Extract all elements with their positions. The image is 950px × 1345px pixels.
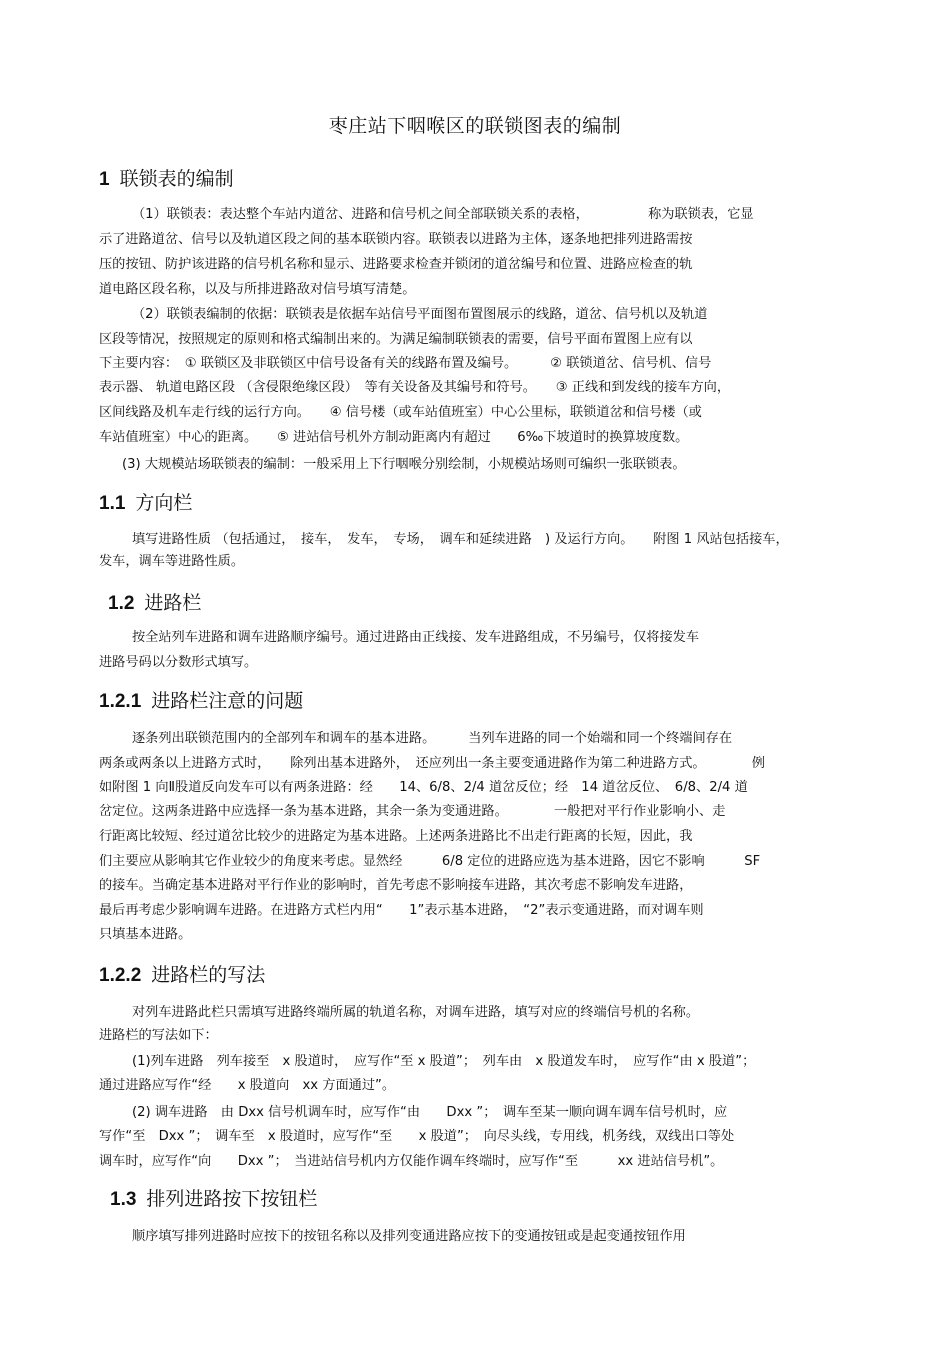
paragraph-line: （2）联锁表编制的依据：联锁表是依据车站信号平面图布置图展示的线路，道岔、信号机以及轨道 [132, 307, 708, 322]
section-number: 1.2.2 [99, 965, 142, 986]
paragraph-line: (3) 大规模站场联锁表的编制：一般采用上下行咽喉分别绘制，小规模站场则可编织一张联锁表。 [122, 457, 686, 472]
paragraph-line: 车站值班室）中心的距离。 ⑤ 进站信号机外方制动距离内有超过 6‰下坡道时的换算坡度数。 [99, 430, 689, 445]
paragraph-line: (1)列车进路 列车接至 x 股道时， 应写作“至 x 股道”； 列车由 x 股道发车时， 应写作“由 x 股道”； [132, 1054, 756, 1069]
section-title: 进路栏的写法 [151, 964, 266, 986]
section-title: 进路栏注意的问题 [151, 690, 304, 712]
paragraph-line: 示了进路道岔、信号以及轨道区段之间的基本联锁内容。联锁表以进路为主体，逐条地把排列进路需按 [99, 232, 693, 247]
section-number: 1.2 [108, 593, 135, 614]
document-title: 枣庄站下咽喉区的联锁图表的编制 [328, 115, 622, 137]
section-number: 1.3 [110, 1189, 137, 1210]
paragraph-line: 们主要应从影响其它作业较少的角度来考虑。显然经 6/8 定位的进路应选为基本进路，因它不影响 SF [99, 854, 761, 869]
section-number: 1.2.1 [99, 691, 142, 712]
paragraph-line: 逐条列出联锁范围内的全部列车和调车的基本进路。 当列车进路的同一个始端和同一个终端间存在 [132, 731, 733, 746]
section-heading-1 [99, 166, 234, 193]
paragraph-line: (2) 调车进路 由 Dxx 信号机调车时，应写作“由 Dxx ”； 调车至某一顺向调车调车信号机时，应 [132, 1105, 728, 1120]
section-heading-1-1 [99, 490, 192, 517]
section-heading-1-2-2 [99, 962, 265, 989]
paragraph-line: 区间线路及机车走行线的运行方向。 ④ 信号楼（或车站值班室）中心公里标，联锁道岔和信号楼（或 [99, 405, 702, 420]
paragraph-line: 表示器、 轨道电路区段 （含侵限绝缘区段） 等有关设备及其编号和符号。 ③ 正线和到发线的接车方向， [99, 380, 731, 395]
paragraph-line: （1）联锁表：表达整个车站内道岔、进路和信号机之间全部联锁关系的表格， 称为联锁表，它显 [132, 207, 754, 222]
paragraph-line: 岔定位。这两条进路中应选择一条为基本进路，其余一条为变通进路。 一般把对平行作业影响小、走 [99, 804, 726, 819]
paragraph-line: 按全站列车进路和调车进路顺序编号。通过进路由正线接、发车进路组成，不另编号，仅将接发车 [132, 630, 700, 645]
section-number: 1 [99, 169, 110, 190]
section-heading-1-2 [108, 590, 201, 617]
paragraph-line: 行距离比较短、经过道岔比较少的进路定为基本进路。上述两条进路比不出走行距离的长短，因此，我 [99, 829, 693, 844]
paragraph-line: 两条或两条以上进路方式时， 除列出基本进路外， 还应列出一条主要变通进路作为第二种进路方式。 例 [99, 756, 765, 771]
paragraph-line: 最后再考虑少影响调车进路。在进路方式栏内用“ 1”表示基本进路， “2”表示变通进路，而对调车则 [99, 903, 704, 918]
paragraph-line: 如附图 1 向Ⅱ股道反向发车可以有两条进路：经 14、6/8、2/4 道岔反位；经 14 道岔反位、 6/8、2/4 道 [99, 780, 748, 795]
paragraph-line: 通过进路应写作“经 x 股道向 xx 方面通过”。 [99, 1078, 396, 1093]
section-title: 进路栏 [144, 592, 202, 614]
paragraph-line: 压的按钮、防护该进路的信号机名称和显示、进路要求检查并锁闭的道岔编号和位置、进路应检查的轨 [99, 257, 693, 272]
section-title: 方向栏 [135, 492, 193, 514]
paragraph-line: 对列车进路此栏只需填写进路终端所属的轨道名称，对调车进路，填写对应的终端信号机的名称。 [132, 1005, 700, 1020]
section-title: 排列进路按下按钮栏 [146, 1188, 318, 1210]
paragraph-line: 顺序填写排列进路时应按下的按钮名称以及排列变通进路应按下的变通按钮或是起变通按钮作用 [132, 1229, 686, 1244]
section-heading-1-3 [110, 1186, 317, 1213]
section-heading-1-2-1 [99, 688, 303, 715]
paragraph-line: 道电路区段名称，以及与所排进路敌对信号填写清楚。 [99, 282, 416, 297]
paragraph-line: 的接车。当确定基本进路对平行作业的影响时，首先考虑不影响接车进路，其次考虑不影响发车进路， [99, 878, 693, 893]
section-title: 联锁表的编制 [119, 168, 234, 190]
paragraph-line: 进路号码以分数形式填写。 [99, 655, 258, 670]
paragraph-line: 区段等情况，按照规定的原则和格式编制出来的。为满足编制联锁表的需要，信号平面布置图上应有以 [99, 332, 693, 347]
paragraph-line: 填写进路性质 （包括通过， 接车， 发车， 专场， 调车和延续进路 ) 及运行方向。 附图 1 风站包括接车， [132, 532, 789, 547]
paragraph-line: 写作“至 Dxx ”； 调车至 x 股道时，应写作“至 x 股道”； 向尽头线，专用线，机务线，双线出口等处 [99, 1129, 735, 1144]
paragraph-line: 调车时，应写作“向 Dxx ”； 当进站信号机内方仅能作调车终端时，应写作“至 xx 进站信号机”。 [99, 1154, 724, 1169]
paragraph-line: 只填基本进路。 [99, 927, 192, 942]
paragraph-line: 下主要内容： ① 联锁区及非联锁区中信号设备有关的线路布置及编号。 ② 联锁道岔、信号机、信号 [99, 356, 712, 371]
paragraph-line: 发车，调车等进路性质。 [99, 554, 245, 569]
paragraph-line: 进路栏的写法如下： [99, 1028, 218, 1043]
section-number: 1.1 [99, 493, 126, 514]
